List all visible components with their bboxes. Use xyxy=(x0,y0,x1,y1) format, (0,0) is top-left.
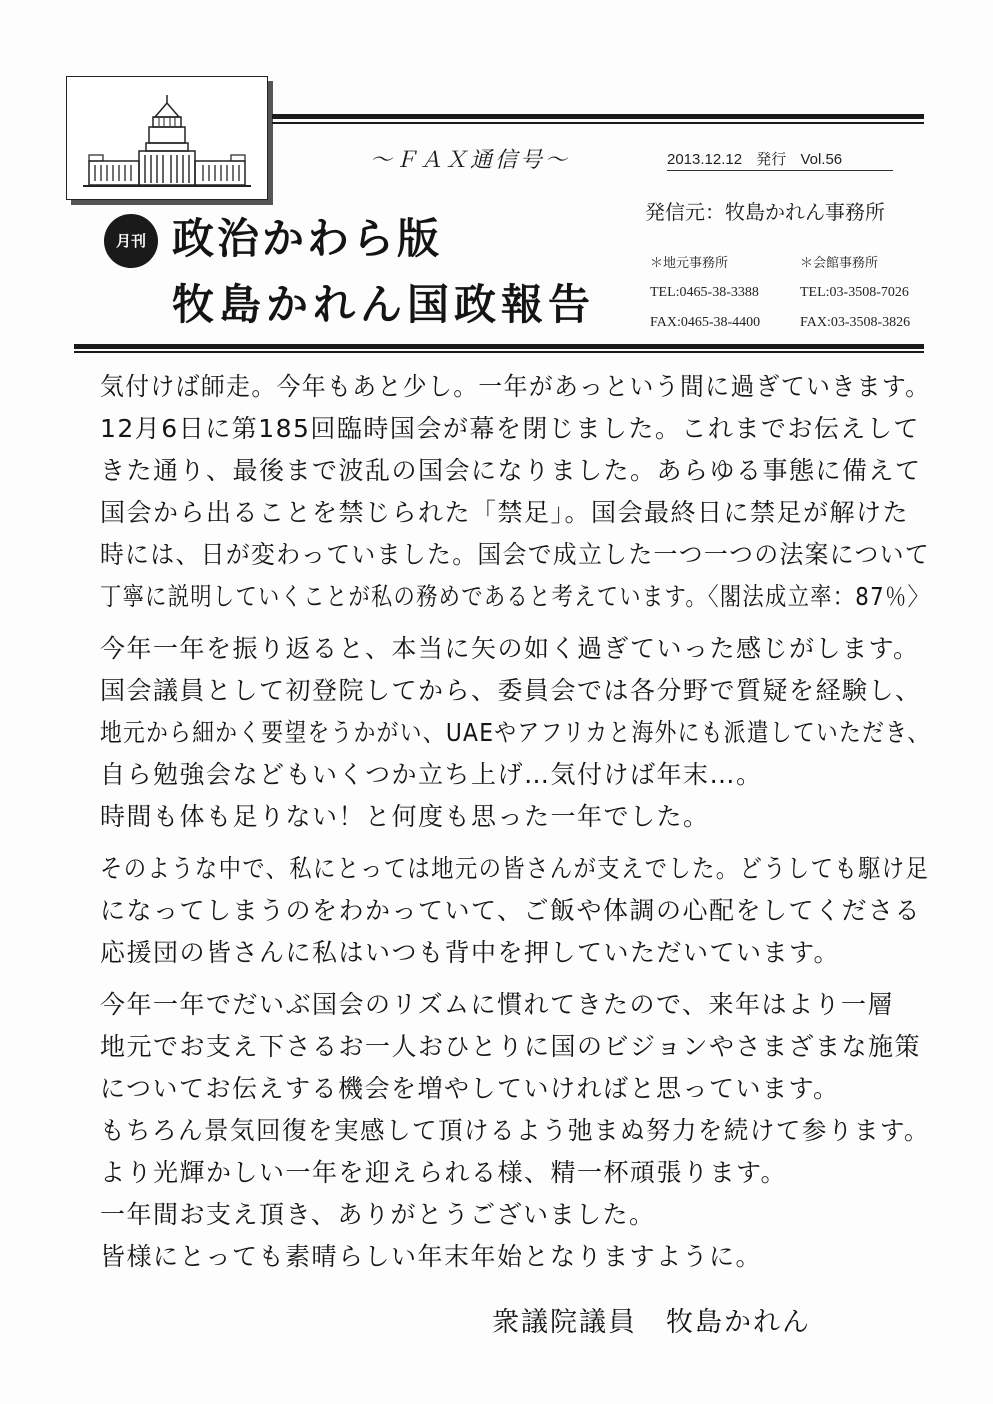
monthly-badge: 月刊 xyxy=(106,216,156,266)
letter-line: 12月6日に第185回臨時国会が幕を閉じました。これまでお伝えして xyxy=(100,414,920,443)
local-office-label: ＊地元事務所 xyxy=(650,256,729,271)
issue-volume: Vol.56 xyxy=(800,151,843,168)
issue-date: 2013.12.12 xyxy=(667,151,743,168)
letter-line: 地元でお支え下さるお一人おひとりに国のビジョンやさまざまな施策 xyxy=(100,1032,922,1061)
letter-line: 時間も体も足りない！と何度も思った一年でした。 xyxy=(100,802,710,831)
letter-line: もちろん景気回復を実感して頂けるよう弛まぬ努力を続けて参ります。 xyxy=(100,1116,930,1145)
letter-line: についてお伝えする機会を増やしていければと思っています。 xyxy=(100,1074,840,1103)
diet-building-logo xyxy=(66,76,268,200)
diet-building-icon xyxy=(67,77,267,199)
letter-line: 今年一年を振り返ると、本当に矢の如く過ぎていった感じがします。 xyxy=(100,634,920,663)
letter-line: 国会議員として初登院してから、委員会では各分野で質疑を経験し、 xyxy=(100,676,922,705)
letter-body xyxy=(100,366,930,1278)
signature: 衆議院議員 牧島かれん xyxy=(492,1307,811,1338)
letter-line: 自ら勉強会などもいくつか立ち上げ…気付けば年末…。 xyxy=(100,760,763,789)
letter-line: そのような中で、私にとっては地元の皆さんが支えでした。どうしても駆け足 xyxy=(100,854,930,883)
newsletter-subtitle: 牧島かれん国政報告 xyxy=(172,280,596,329)
letter-line: 今年一年でだいぶ国会のリズムに慣れてきたので、来年はより一層 xyxy=(100,990,895,1019)
letter-line: 一年間お支え頂き、ありがとうございました。 xyxy=(100,1200,656,1229)
letter-line: 国会から出ることを禁じられた「禁足」。国会最終日に禁足が解けた xyxy=(100,498,910,527)
letter-line: 時には、日が変わっていました。国会で成立した一つ一つの法案について xyxy=(100,540,931,569)
issue-info xyxy=(667,148,893,171)
local-office-tel: TEL:0465-38-3388 xyxy=(650,285,759,300)
letter-line: になってしまうのをわかっていて、ご飯や体調の心配をしてくださる xyxy=(100,896,922,925)
letter-line: 気付けば師走。今年もあと少し。一年があっという間に過ぎていきます。 xyxy=(100,372,931,401)
kaikan-office-label: ＊会館事務所 xyxy=(800,256,879,271)
newsletter-title: 政治かわら版 xyxy=(172,214,443,263)
letter-line: より光輝かしい一年を迎えられる様、精一杯頑張ります。 xyxy=(100,1158,788,1187)
local-office-fax: FAX:0465-38-4400 xyxy=(650,315,761,330)
local-office-contact xyxy=(650,252,760,345)
issue-issued-label: 発行 xyxy=(756,151,787,168)
letter-line: 丁寧に説明していくことが私の務めであると考えています。〈閣法成立率：87％〉 xyxy=(100,582,931,611)
header-rule-bottom xyxy=(74,344,924,354)
letter-line: きた通り、最後まで波乱の国会になりました。あらゆる事態に備えて xyxy=(100,456,922,485)
fax-edition-title: ～ＦＡＸ通信号～ xyxy=(370,148,571,173)
letter-line: 応援団の皆さんに私はいつも背中を押していただいています。 xyxy=(100,938,841,967)
kaikan-office-fax: FAX:03-3508-3826 xyxy=(800,315,911,330)
letter-line: 地元から細かく要望をうかがい、UAEやアフリカと海外にも派遣していただき、 xyxy=(100,718,931,747)
kaikan-office-tel: TEL:03-3508-7026 xyxy=(800,285,909,300)
header-rule-top xyxy=(272,114,924,126)
sender-line: 発信元：牧島かれん事務所 xyxy=(645,200,885,224)
letter-line: 皆様にとっても素晴らしい年末年始となりますように。 xyxy=(100,1242,763,1271)
kaikan-office-contact xyxy=(800,252,910,345)
